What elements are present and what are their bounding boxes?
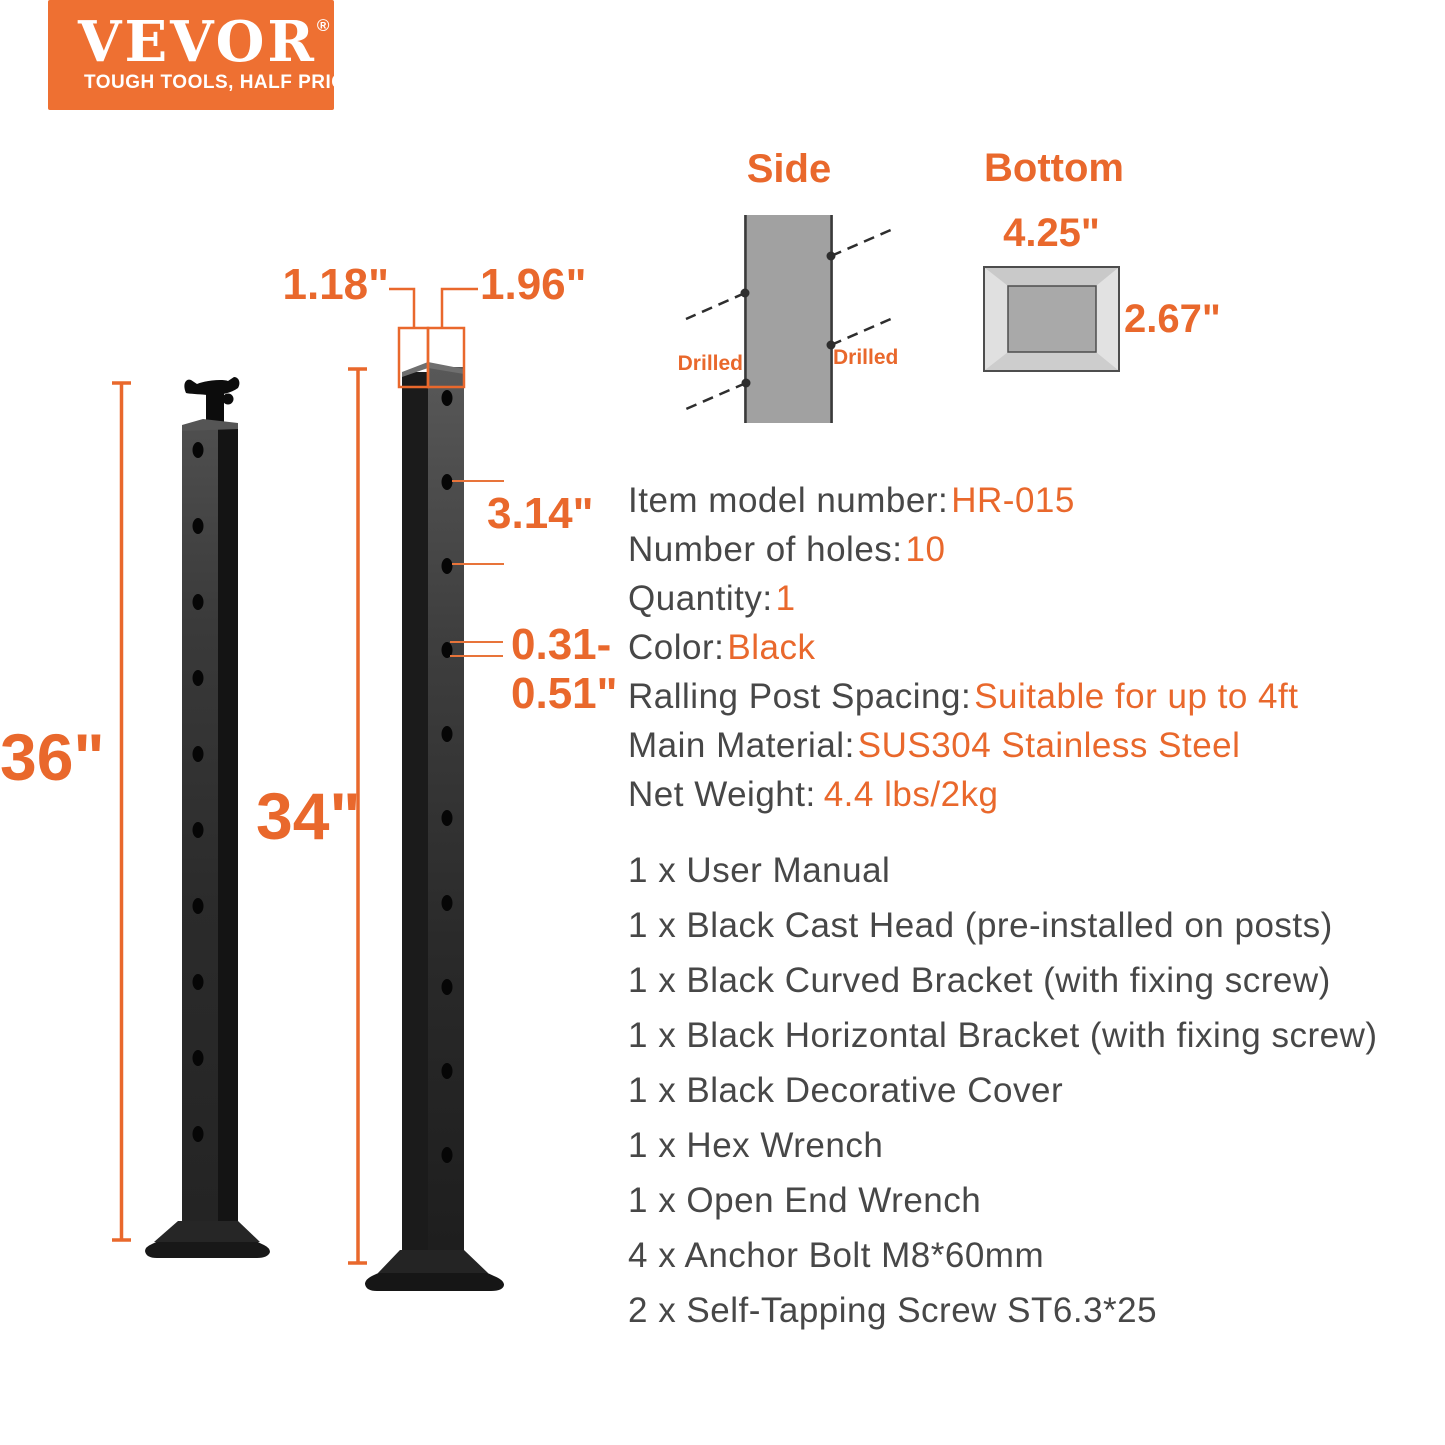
registered-mark: ® [316,16,330,35]
bottom-view-title: Bottom [984,146,1124,190]
spec-row-material: Main Material:SUS304 Stainless Steel [628,726,1241,765]
dim-hole-size-label-1: 0.31- [511,620,612,669]
dim-hole-spacing-label: 3.14" [487,489,594,538]
package-item: 2 x Self-Tapping Screw ST6.3*25 [628,1291,1158,1330]
cast-head-icon [184,377,239,426]
spec-row-spacing: Ralling Post Spacing:Suitable for up to 4ft [628,677,1299,716]
package-item: 1 x Open End Wrench [628,1181,982,1220]
drilled-label-left: Drilled [677,352,743,375]
package-item: 1 x Black Curved Bracket (with fixing screw) [628,961,1331,1000]
package-item: 1 x Black Decorative Cover [628,1071,1064,1110]
package-item: 1 x Hex Wrench [628,1126,884,1165]
package-item: 1 x User Manual [628,851,891,890]
side-view-diagram [686,215,893,423]
package-item: 1 x Black Horizontal Bracket (with fixing screw) [628,1016,1378,1055]
bottom-view-diagram [984,267,1119,371]
brand-name: VEVOR® [78,9,330,75]
spec-row-color: Color:Black [628,628,816,667]
dim-hole-size-label-2: 0.51" [511,669,618,718]
brand-tagline: TOUGH TOOLS, HALF PRICE [84,72,359,93]
post-36-height-label: 36" [0,720,105,794]
spec-row-holes: Number of holes:10 [628,530,946,569]
spec-row-model: Item model number:HR-015 [628,481,1075,520]
package-item: 4 x Anchor Bolt M8*60mm [628,1236,1045,1275]
dim-top-inner-label: 1.96" [480,260,587,309]
spec-row-weight: Net Weight: 4.4 lbs/2kg [628,775,999,814]
package-item: 1 x Black Cast Head (pre-installed on posts) [628,906,1333,945]
post-34-graphic [365,362,504,1291]
bottom-height-label: 2.67" [1124,297,1221,341]
post-34-height-label: 34" [256,779,361,853]
spec-row-quantity: Quantity:1 [628,579,796,618]
post-36-graphic [145,377,270,1258]
dim-top-outer-label: 1.18" [282,260,389,309]
side-view-title: Side [746,147,832,191]
drilled-label-right: Drilled [833,346,899,369]
bottom-width-label: 4.25" [1003,211,1100,255]
